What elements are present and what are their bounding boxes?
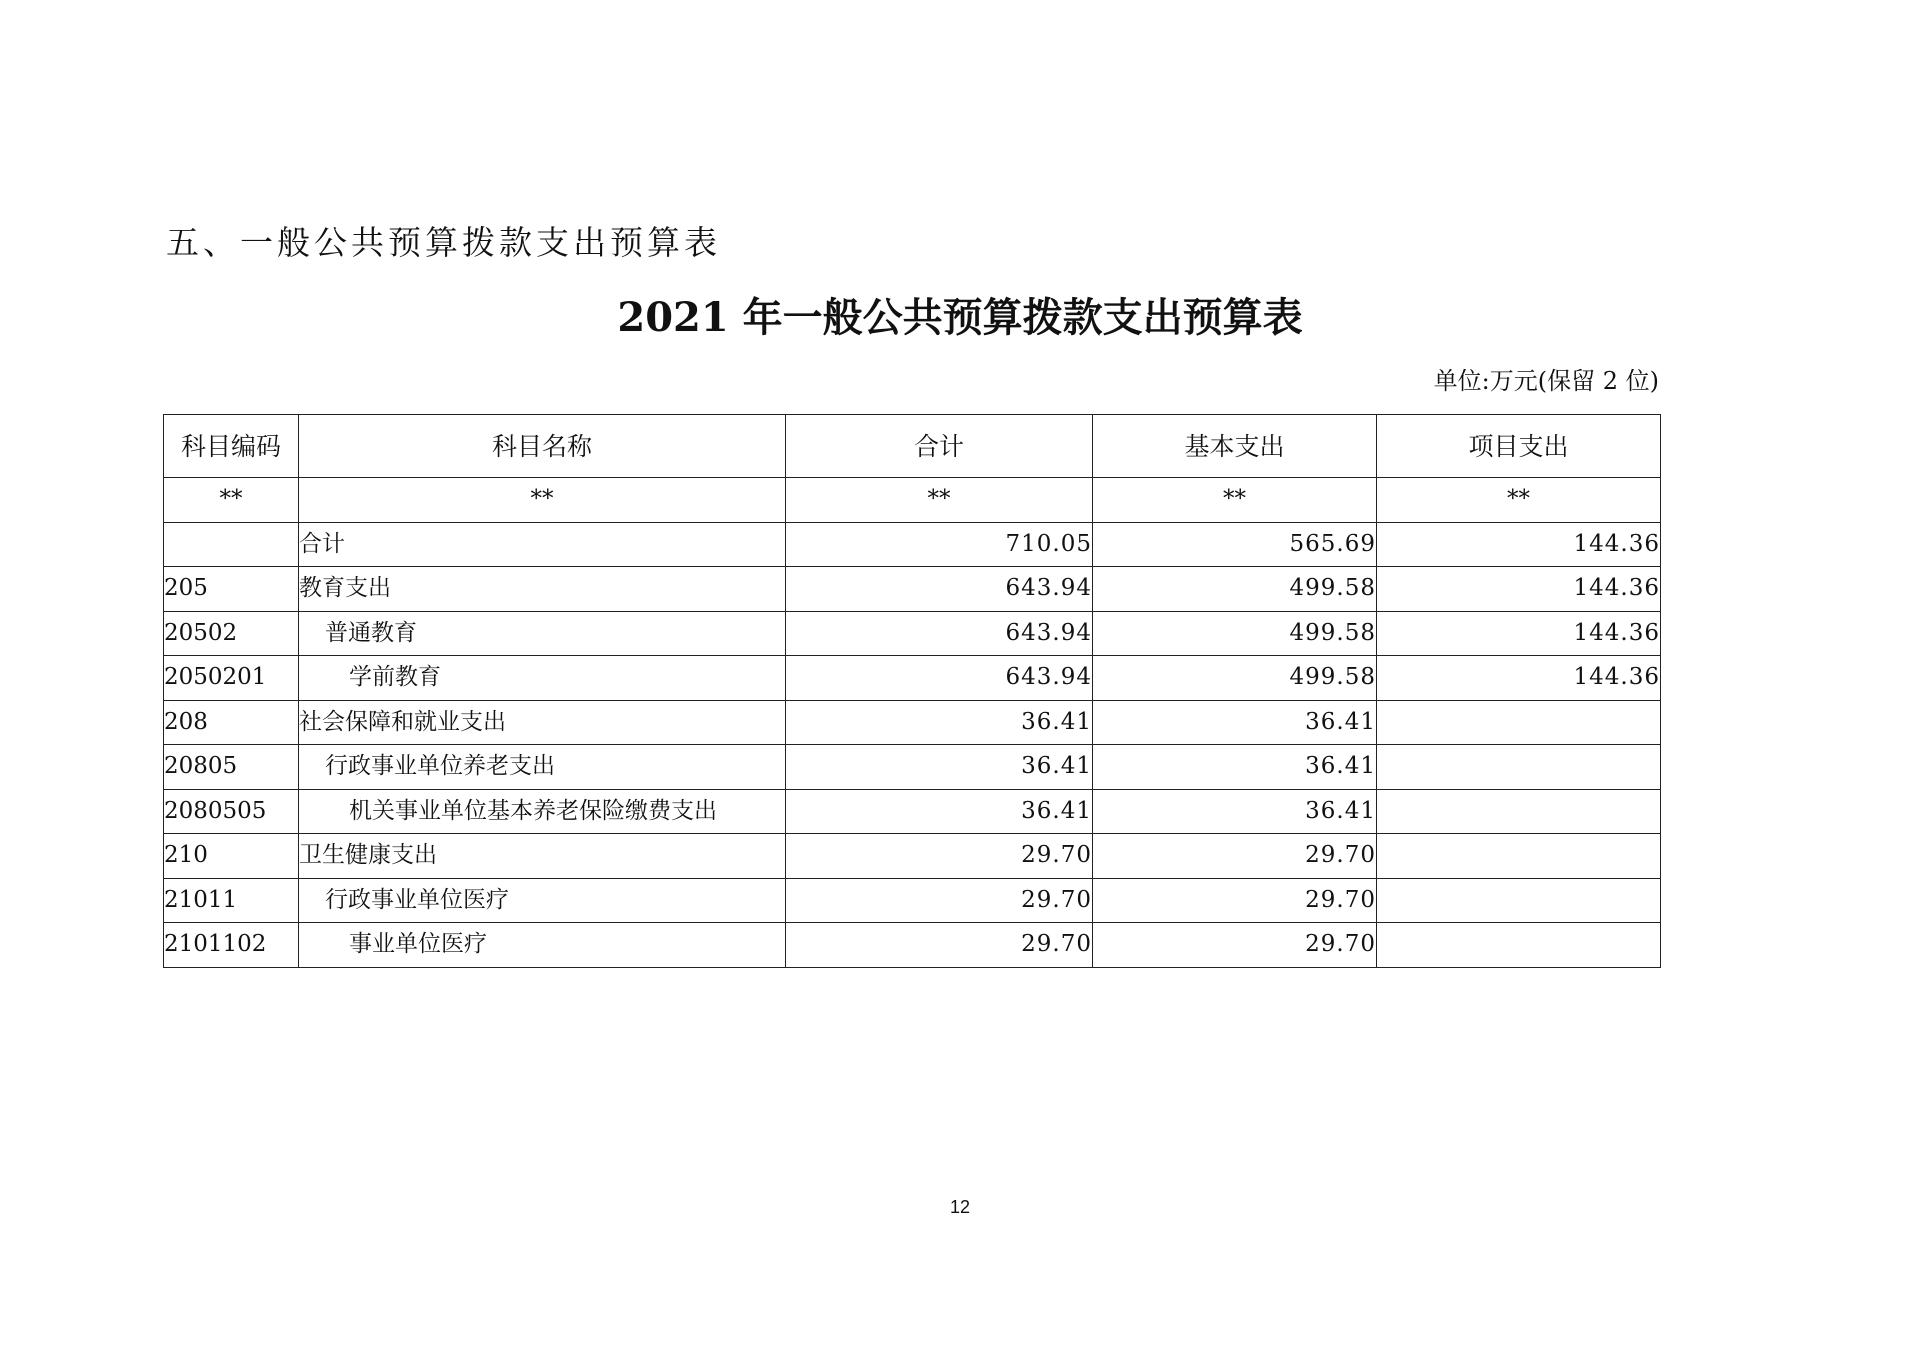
total-cell: 29.70: [786, 834, 1093, 879]
project-expense-cell: 144.36: [1377, 656, 1661, 701]
subject-name-cell: 普通教育: [299, 611, 786, 656]
project-expense-cell: [1377, 700, 1661, 745]
project-expense-cell: 144.36: [1377, 611, 1661, 656]
header-subject-code: 科目编码: [164, 415, 299, 478]
table-row: [164, 567, 1661, 612]
table-header-row: [164, 415, 1661, 478]
marker-cell: **: [164, 478, 299, 523]
table-row: [164, 878, 1661, 923]
subject-name-cell: 机关事业单位基本养老保险缴费支出: [299, 789, 786, 834]
subject-name-cell: 合计: [299, 522, 786, 567]
total-cell: 36.41: [786, 789, 1093, 834]
table-row: [164, 656, 1661, 701]
project-expense-cell: [1377, 834, 1661, 879]
table-row: [164, 789, 1661, 834]
total-cell: 643.94: [786, 611, 1093, 656]
subject-code-cell: 205: [164, 567, 299, 612]
header-total: 合计: [786, 415, 1093, 478]
page-number: 12: [949, 1197, 971, 1217]
basic-expense-cell: 499.58: [1093, 567, 1377, 612]
subject-name-cell: 教育支出: [299, 567, 786, 612]
subject-code-cell: 20502: [164, 611, 299, 656]
marker-cell: **: [1377, 478, 1661, 523]
total-cell: 36.41: [786, 745, 1093, 790]
total-cell: 710.05: [786, 522, 1093, 567]
basic-expense-cell: 29.70: [1093, 878, 1377, 923]
subject-code-cell: [164, 522, 299, 567]
document-title: 2021 年一般公共预算拨款支出预算表: [617, 294, 1303, 341]
budget-table: [163, 414, 1661, 968]
marker-cell: **: [1093, 478, 1377, 523]
basic-expense-cell: 36.41: [1093, 700, 1377, 745]
total-cell: 643.94: [786, 567, 1093, 612]
basic-expense-cell: 29.70: [1093, 834, 1377, 879]
subject-name-cell: 行政事业单位养老支出: [299, 745, 786, 790]
table-row: [164, 923, 1661, 968]
basic-expense-cell: 36.41: [1093, 745, 1377, 790]
basic-expense-cell: 36.41: [1093, 789, 1377, 834]
header-project-expense: 项目支出: [1377, 415, 1661, 478]
subject-code-cell: 2080505: [164, 789, 299, 834]
project-expense-cell: 144.36: [1377, 522, 1661, 567]
table-row: [164, 834, 1661, 879]
table-row: [164, 745, 1661, 790]
subject-code-cell: 20805: [164, 745, 299, 790]
subject-name-cell: 事业单位医疗: [299, 923, 786, 968]
section-heading: 五、一般公共预算拨款支出预算表: [166, 223, 721, 262]
header-subject-name: 科目名称: [299, 415, 786, 478]
project-expense-cell: [1377, 923, 1661, 968]
subject-name-cell: 行政事业单位医疗: [299, 878, 786, 923]
project-expense-cell: [1377, 745, 1661, 790]
header-basic-expense: 基本支出: [1093, 415, 1377, 478]
marker-cell: **: [299, 478, 786, 523]
subject-name-cell: 社会保障和就业支出: [299, 700, 786, 745]
unit-note: 单位:万元(保留 2 位): [1433, 367, 1659, 395]
marker-cell: **: [786, 478, 1093, 523]
project-expense-cell: [1377, 878, 1661, 923]
table-row: [164, 522, 1661, 567]
table-row: [164, 700, 1661, 745]
total-cell: 29.70: [786, 878, 1093, 923]
total-cell: 36.41: [786, 700, 1093, 745]
basic-expense-cell: 499.58: [1093, 611, 1377, 656]
subject-code-cell: 2050201: [164, 656, 299, 701]
project-expense-cell: 144.36: [1377, 567, 1661, 612]
project-expense-cell: [1377, 789, 1661, 834]
basic-expense-cell: 565.69: [1093, 522, 1377, 567]
subject-code-cell: 210: [164, 834, 299, 879]
basic-expense-cell: 499.58: [1093, 656, 1377, 701]
subject-name-cell: 卫生健康支出: [299, 834, 786, 879]
table-row: [164, 611, 1661, 656]
subject-code-cell: 2101102: [164, 923, 299, 968]
total-cell: 29.70: [786, 923, 1093, 968]
total-cell: 643.94: [786, 656, 1093, 701]
subject-name-cell: 学前教育: [299, 656, 786, 701]
table-marker-row: [164, 478, 1661, 523]
basic-expense-cell: 29.70: [1093, 923, 1377, 968]
subject-code-cell: 208: [164, 700, 299, 745]
subject-code-cell: 21011: [164, 878, 299, 923]
